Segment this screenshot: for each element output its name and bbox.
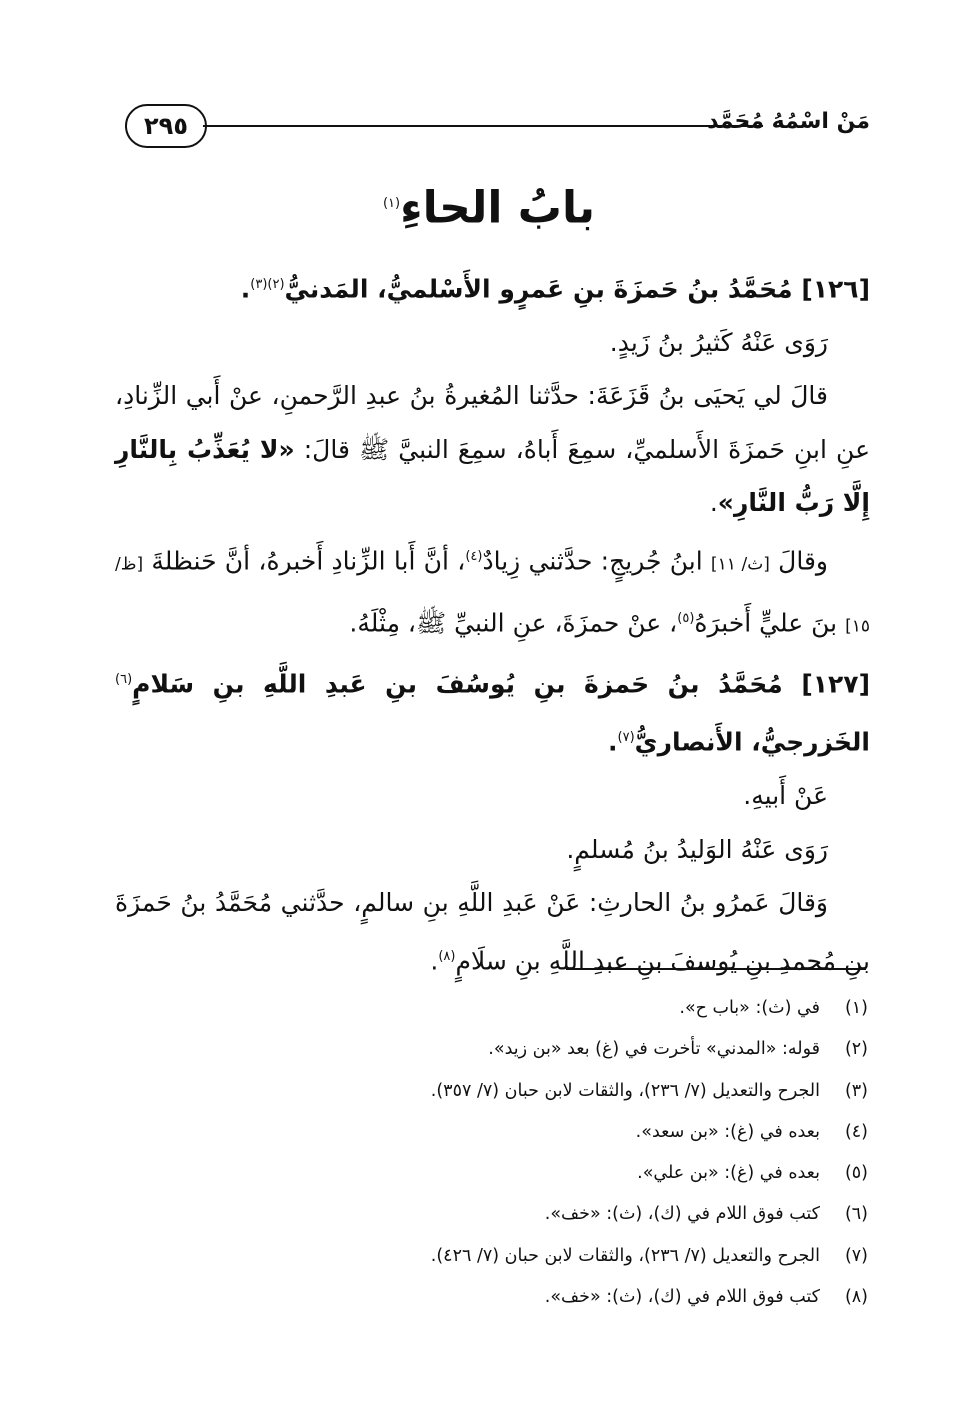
footnote-marker: (٢)(٣) [250,277,285,292]
footnote-number: (٢) [844,1039,868,1060]
footnote-marker: (٨) [438,948,456,964]
footnote-marker: (٦) [115,672,133,688]
entry-name: مُحَمَّدُ بنُ حَمزةَ بنِ يُوسُفَ بنِ عَبدِ اللَّهِ بنِ سَلامٍ [132,669,783,699]
footnote-number: (٥) [844,1163,868,1184]
text-run: بنَ عليٍّ أَخبرَهُ [694,607,846,637]
paragraph: عَنْ أَبيهِ. [743,781,828,811]
chapter-title-text: بابُ الحاءِ [400,182,596,234]
footnote-separator [566,968,866,970]
footnote-item [200,988,868,1029]
footnotes [200,988,868,1318]
footnote-item [200,1071,868,1112]
footnote-marker: (١) [382,196,401,211]
footnote-item [200,1194,868,1235]
entry-name: مُحَمَّدُ بنُ حَمزَةَ بنِ عَمرٍو الأَسْلميُّ، المَدنيُّ [284,274,793,304]
footnote-number: (٧) [844,1245,868,1266]
footnote-text: بعده في (غ): «بن سعد». [635,1121,820,1142]
footnote-number: (٣) [844,1080,868,1101]
paragraph: رَوَى عَنْهُ كَثيرُ بنُ زَيدٍ. [609,327,828,357]
entry-number: [١٢٦] [801,274,870,304]
text-run: وَقالَ عَمرُو بنُ الحارثِ: عَنْ عَبدِ اللَّهِ بنِ سالمٍ، حدَّثني مُحَمَّدُ بنُ حَمزَةَ بنِ مُحمدِ بنِ يُوسفَ بنِ عبدِ اللَّهِ بنِ سلَامٍ [115,888,870,975]
text-run: وقالَ [769,546,828,576]
text-run: ، عنْ حمزَةَ، عنِ النبيِّ ﷺ، مِثْلَهُ. [349,607,678,637]
footnote-text: كتب فوق اللام في (ك)، (ث): «خف». [544,1204,820,1225]
hadith-quote: «لا يُعَذِّبُ بِالنَّارِ إِلَّا رَبُّ النَّارِ» [115,434,870,518]
punctuation: . [608,727,618,757]
footnote-text: قوله: «المدني» تأخرت في (غ) بعد «بن زيد». [488,1039,820,1060]
paragraph: رَوَى عَنْهُ الوَليدُ بنُ مُسلمٍ. [566,834,828,864]
punctuation: . [430,945,439,975]
footnote-marker: (٧) [617,730,635,746]
punctuation: . [240,274,251,304]
text-run: ابنُ جُريجٍ: حدَّثني زِيادٌ [482,546,711,576]
header-rule [203,125,763,127]
footnote-number: (٦) [844,1204,868,1225]
footnote-item [200,1236,868,1277]
footnote-text: كتب فوق اللام في (ك)، (ث): «خف». [544,1287,820,1308]
manuscript-ref: [ظ/ ١٥] [115,554,870,636]
paragraph [115,530,870,654]
footnote-marker: (٤) [465,548,483,564]
paragraph [115,369,870,530]
footnote-item [200,1112,868,1153]
entry-name-cont: الخَزرجيُّ، الأَنصاريُّ [634,727,870,757]
footnote-item [200,1277,868,1318]
footnote-item [200,1029,868,1070]
footnote-number: (٤) [844,1121,868,1142]
footnote-text: في (ث): «باب ح». [679,998,820,1018]
text-run: ، أنَّ أَبا الزِّنادِ أَخبرهُ، أنَّ حَنظلةَ [143,546,466,576]
book-title: مَنْ اسْمُهُ مُحَمَّد [707,109,870,134]
running-header [125,100,870,156]
chapter-title [0,168,978,245]
footnote-number: (٨) [844,1287,868,1308]
footnote-text: بعده في (غ): «بن علي». [637,1163,820,1184]
punctuation: . [709,488,718,518]
footnote-item [200,1153,868,1194]
entry-127-heading [115,653,870,769]
footnote-number: (١) [844,998,868,1018]
text-run: قالَ لي يَحيَى بنُ قَزَعَةَ: حدَّثنا المُغيرةُ بنُ عبدِ الرَّحمنِ، عنْ أَبي الزِّنادِ، عنِ ابنِ حَمزَةَ الأَسلميِّ، سمِعَ أَباهُ، سمِعَ النبيَّ ﷺ قالَ: [115,381,870,464]
entry-number: [١٢٧] [801,669,870,699]
page-number: ٢٩٥ [125,104,207,148]
entry-126-heading [115,258,870,316]
footnote-text: الجرح والتعديل (٧/ ٢٣٦)، والثقات لابن حبان (٧/ ٣٥٧). [430,1080,820,1101]
paragraph [115,876,870,987]
body-text [115,258,870,987]
manuscript-ref: [ث/ ١١] [710,554,770,575]
footnote-text: الجرح والتعديل (٧/ ٢٣٦)، والثقات لابن حبان (٧/ ٤٢٦). [430,1245,820,1266]
footnote-marker: (٥) [677,610,695,626]
